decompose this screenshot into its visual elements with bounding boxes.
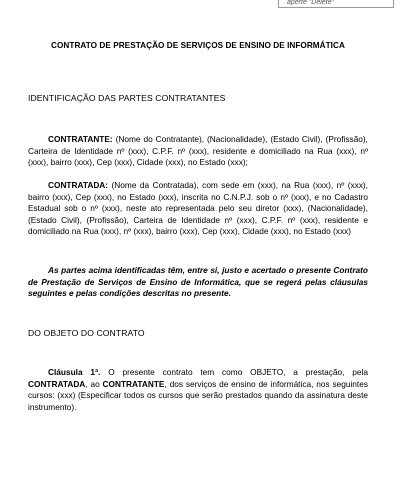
clause-1-contratada: CONTRATADA: [28, 378, 86, 389]
clause-1-text-b: , ao: [85, 378, 103, 389]
contratada-paragraph: [28, 180, 368, 238]
clause-1-paragraph: [28, 367, 368, 413]
contratada-text: (Nome da Contratada), com sede em (xxx), na Rua (xxx), nº (xxx), bairro (xxx), Cep (xxx), no Estado (xxx), inscrita no C.N.P.J. sob o nº (xxx), e no Cadastro Estadual sob o nº (xxx), neste ato representada pelo seu diretor (xxx), (Nacionalidade), (Estado Civil), (Profissão), Carteira de Identidade nº (xxx), C.P.F. nº (xxx), residente e domiciliado na Rua (xxx), nº (xxx), bairro (xxx), Cep (xxx), Cidade (xxx), no Estado (xxx): [28, 180, 368, 237]
clause-1-label: Cláusula 1ª.: [48, 367, 101, 377]
delete-hint-box: aperte "Delete": [278, 0, 394, 8]
section-heading-object: DO OBJETO DO CONTRATO: [28, 328, 145, 338]
contratante-text: (Nome do Contratante), (Nacionalidade), (Estado Civil), (Profissão), Carteira de Identidade nº (xxx), C.P.F. nº (xxx), residente e domiciliado na Rua (xxx), nº (xxx), bairro (xxx), Cep (xxx), Cidade (xxx), no Estado (xxx);: [28, 134, 368, 168]
agreement-paragraph: As partes acima identificadas têm, entre si, justo e acertado o presente Contrato de Prestação de Serviços de Ensino de Informática, que se regerá pelas cláusulas seguintes e pelas condições descritas no presente.: [28, 265, 368, 299]
contratada-label: CONTRATADA:: [48, 180, 109, 190]
document-title: CONTRATO DE PRESTAÇÃO DE SERVIÇOS DE ENSINO DE INFORMÁTICA: [51, 41, 345, 50]
section-heading-parties: IDENTIFICAÇÃO DAS PARTES CONTRATANTES: [28, 93, 226, 103]
clause-1-text-c: , dos serviços de ensino de informática, nos seguintes cursos: (xxx) (Especificar todos os cursos que serão prestados quando da assinatura deste instrumento).: [28, 378, 368, 412]
clause-1-text-a: O presente contrato tem como OBJETO, a prestação, pela: [100, 367, 368, 377]
clause-1-contratante: CONTRATANTE: [102, 378, 165, 389]
contratante-label: CONTRATANTE:: [48, 134, 113, 144]
contratante-paragraph: [28, 134, 368, 169]
